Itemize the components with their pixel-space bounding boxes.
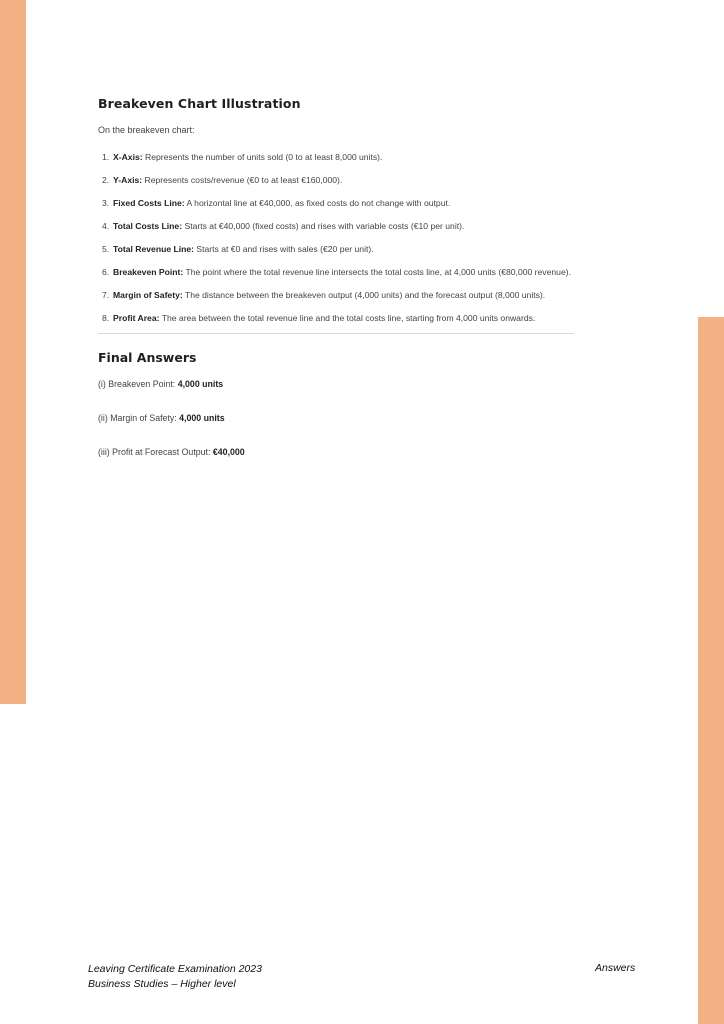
right-accent-band [698, 317, 724, 1024]
section-divider [98, 333, 574, 334]
section-intro: On the breakeven chart: [98, 125, 195, 135]
list-item [98, 195, 574, 212]
item-term: Y-Axis: [113, 175, 143, 185]
item-term: Fixed Costs Line: [113, 198, 185, 208]
item-term: Profit Area: [113, 313, 160, 323]
item-term: Total Costs Line: [113, 221, 183, 231]
item-term: Total Revenue Line: [113, 244, 195, 254]
answer-label: (i) Breakeven Point: [98, 379, 178, 389]
item-text: A horizontal line at €40,000, as fixed costs do not change with output. [184, 198, 451, 208]
answer-breakeven-point [98, 379, 574, 389]
item-text: The distance between the breakeven output (4,000 units) and the forecast output (8,000 units). [182, 290, 546, 300]
answer-label: (ii) Margin of Safety: [98, 413, 180, 423]
item-text: Represents costs/revenue (€0 to at least €160,000). [142, 175, 343, 185]
final-answers-title: Final Answers [98, 350, 197, 365]
item-term: Breakeven Point: [113, 267, 184, 277]
answer-profit-at-forecast [98, 447, 574, 457]
list-item [98, 172, 574, 189]
answer-value: €40,000 [212, 447, 245, 457]
page-content [98, 96, 574, 457]
list-item [98, 218, 574, 235]
footer-exam-title: Leaving Certificate Examination 2023 [88, 963, 262, 975]
item-term: Margin of Safety: [113, 290, 183, 300]
item-number: 2. [102, 175, 110, 185]
list-item [98, 241, 574, 258]
breakeven-points-list [98, 149, 574, 327]
answer-value: 4,000 units [177, 379, 224, 389]
footer-subject-level: Business Studies – Higher level [88, 978, 236, 990]
item-term: X-Axis: [113, 152, 143, 162]
item-text: Starts at €40,000 (fixed costs) and rises with variable costs (€10 per unit). [182, 221, 465, 231]
item-text: Represents the number of units sold (0 to at least 8,000 units). [142, 152, 383, 162]
list-item [98, 310, 574, 327]
answer-value: 4,000 units [179, 413, 225, 423]
item-number: 5. [102, 244, 110, 254]
item-number: 7. [102, 290, 110, 300]
item-text: Starts at €0 and rises with sales (€20 per unit). [194, 244, 374, 254]
answer-margin-of-safety [98, 413, 574, 423]
item-text: The area between the total revenue line and the total costs line, starting from 4,000 units onwards. [159, 313, 536, 323]
item-number: 6. [102, 267, 110, 277]
left-accent-band [0, 0, 26, 704]
answer-label: (iii) Profit at Forecast Output: [98, 447, 213, 457]
footer-exam-info [88, 962, 262, 992]
list-item [98, 149, 574, 166]
item-number: 8. [102, 313, 110, 323]
section-title: Breakeven Chart Illustration [98, 96, 301, 111]
list-item [98, 264, 574, 281]
list-item [98, 287, 574, 304]
item-text: The point where the total revenue line intersects the total costs line, at 4,000 units (€80,000 revenue). [183, 267, 571, 277]
footer-section-label: Answers [595, 962, 636, 974]
item-number: 1. [102, 152, 110, 162]
item-number: 3. [102, 198, 110, 208]
item-number: 4. [102, 221, 110, 231]
